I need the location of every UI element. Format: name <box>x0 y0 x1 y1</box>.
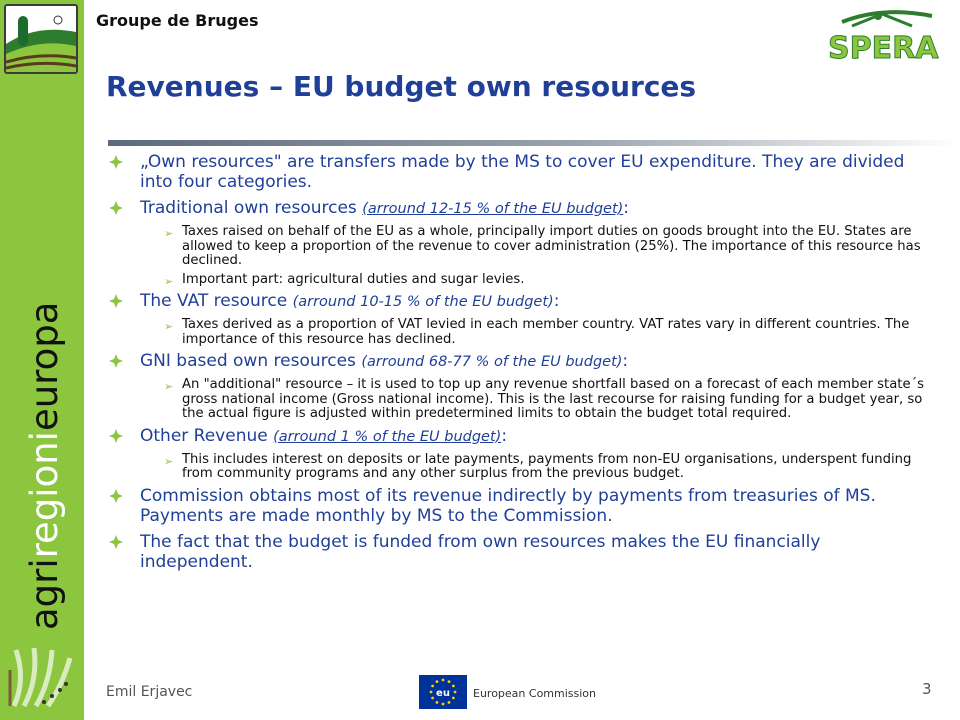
bullet-text: „Own resources" are transfers made by the MS to cover EU expenditure. They are divided into four categories. <box>140 152 905 192</box>
share-note: (arround 10-15 % of the EU budget) <box>292 294 554 310</box>
sub-bullet-item <box>108 273 928 288</box>
sub-bullet-item <box>108 378 928 422</box>
bullet-text: Other Revenue <box>140 425 274 446</box>
footer-author: Emil Erjavec <box>106 684 193 700</box>
arrow-bullet-icon: ➢ <box>164 380 174 393</box>
bullet-text: GNI based own resources <box>140 351 362 371</box>
diamond-bullet-icon <box>108 428 124 444</box>
bullet-item-other-revenue <box>108 426 928 447</box>
bullet-suffix: : <box>553 291 560 311</box>
diamond-bullet-icon <box>108 488 124 504</box>
bullet-text: Commission obtains most of its revenue indirectly by payments from treasuries of MS. Payments are made monthly by MS to the Commission. <box>140 485 876 526</box>
sub-bullet-item <box>108 318 928 347</box>
eu-commission-label: European Commission <box>473 687 597 700</box>
bullet-text: The VAT resource <box>140 291 293 311</box>
share-note: (arround 12-15 % of the EU budget) <box>362 201 624 217</box>
arrow-bullet-icon: ➢ <box>164 454 174 468</box>
spera-logo-icon <box>822 4 946 64</box>
field-logo-icon <box>6 640 80 712</box>
landscape-logo-icon <box>4 4 78 74</box>
share-note: (arround 1 % of the EU budget) <box>273 428 502 445</box>
svg-text:SPERA: SPERA <box>828 31 939 64</box>
diamond-bullet-icon <box>108 154 124 170</box>
diamond-bullet-icon <box>108 353 124 369</box>
arrow-bullet-icon: ➢ <box>164 274 174 288</box>
eu-flag-icon <box>419 675 467 709</box>
bullet-item-own-resources <box>108 152 928 192</box>
bullet-suffix: : <box>622 351 629 371</box>
page-number: 3 <box>922 680 932 698</box>
group-label: Groupe de Bruges <box>96 11 259 30</box>
bullet-item-independence <box>108 532 928 572</box>
sub-bullet-text: An "additional" resource – it is used to top up any revenue shortfall based on a forecast of each member state´s gross national income (Gross national income). This is the last recourse for raising funding for a budget year, so the actual figure is adjusted within predetermined limits to obtain the budget total required. <box>182 377 925 421</box>
sub-bullet-item <box>108 225 928 269</box>
diamond-bullet-icon <box>108 200 124 216</box>
arrow-bullet-icon: ➢ <box>164 320 174 333</box>
bullet-suffix: : <box>501 425 508 446</box>
bullet-suffix: : <box>623 198 630 218</box>
brand-part-regioni: regioni <box>23 431 66 559</box>
sub-bullet-text: Taxes raised on behalf of the EU as a whole, principally import duties on goods brought into the EU. States are allowed to keep a proportion of the revenue to cover administration (25%). The importance of this resource has declined. <box>182 224 921 268</box>
bullet-text: The fact that the budget is funded from own resources makes the EU financially independent. <box>140 531 821 572</box>
title-divider <box>108 140 960 146</box>
sub-bullet-item <box>108 453 928 482</box>
bullet-item-gni <box>108 351 928 372</box>
diamond-bullet-icon <box>108 534 124 550</box>
share-note: (arround 68-77 % of the EU budget) <box>361 354 623 370</box>
bullet-item-vat <box>108 291 928 312</box>
bullet-item-commission <box>108 486 928 526</box>
diamond-bullet-icon <box>108 293 124 309</box>
bullet-item-traditional <box>108 198 928 219</box>
brand-vertical-text <box>23 301 66 630</box>
arrow-bullet-icon: ➢ <box>164 227 174 240</box>
svg-text:eu: eu <box>436 688 450 699</box>
slide-content <box>108 152 928 578</box>
brand-part-europa: europa <box>23 301 66 432</box>
bullet-text: Traditional own resources <box>140 198 363 218</box>
sidebar <box>0 0 84 720</box>
brand-part-agri: agri <box>23 558 66 630</box>
sub-bullet-text: Taxes derived as a proportion of VAT levied in each member country. VAT rates vary in different countries. The importance of this resource has declined. <box>182 317 910 347</box>
page-title: Revenues – EU budget own resources <box>106 70 697 103</box>
sub-bullet-text: Important part: agricultural duties and sugar levies. <box>182 271 525 287</box>
sub-bullet-text: This includes interest on deposits or late payments, payments from non-EU organisations, underspent funding from community programs and any other surplus from the previous budget. <box>182 451 912 481</box>
